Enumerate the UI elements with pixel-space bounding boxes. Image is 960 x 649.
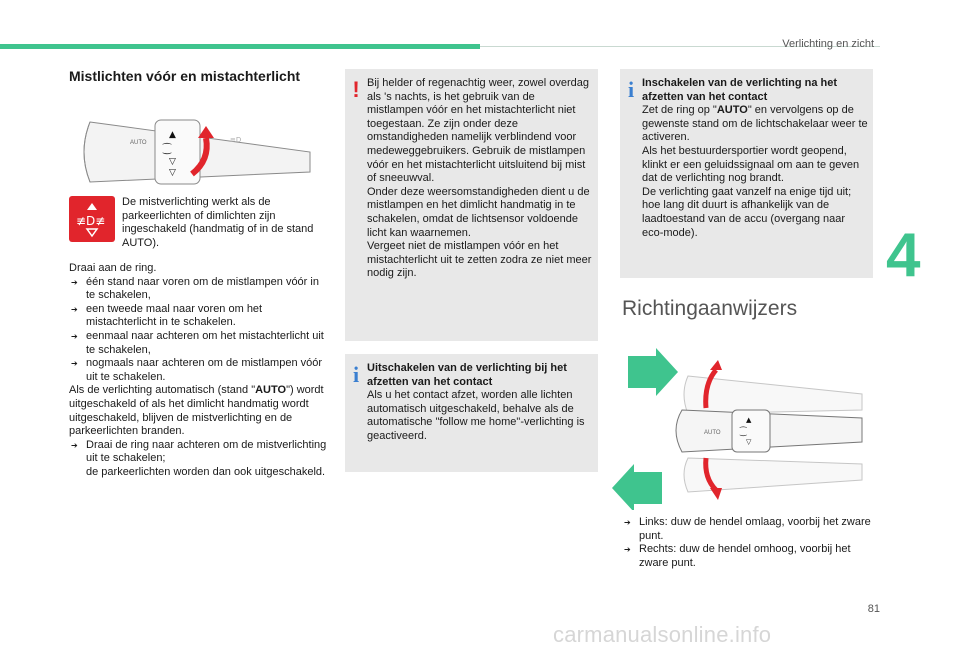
list-item: ➔ nogmaals naar achteren om de mistlampen vóór uit te schakelen. — [69, 357, 331, 384]
info-box-switch-off — [345, 354, 598, 472]
info-icon: i — [627, 77, 635, 102]
auto-paragraph-pre: Als de verlichting automatisch (stand " — [69, 384, 256, 397]
svg-text:▽: ▽ — [746, 438, 752, 446]
low-beam-icon: ≡D — [230, 136, 242, 144]
warning-exclamation-icon: ! — [352, 77, 360, 102]
last-bullet-a: Draai de ring naar achteren om de mistverlichting uit te schakelen; — [86, 438, 327, 465]
turn-signal-instructions — [622, 516, 872, 570]
info-box-switch-on — [620, 69, 873, 278]
fog-light-icon: ⁐ — [163, 144, 172, 155]
fog-light-warning-icon — [69, 196, 115, 242]
p1-pre: Zet de ring op " — [642, 104, 717, 117]
list-item: ➔ Rechts: duw de hendel omhoog, voorbij het zware punt. — [622, 543, 872, 570]
turn-signals-title: Richtingaanwijzers — [622, 297, 798, 320]
info-box-body: Als u het contact afzet, worden alle lichten automatisch uitgeschakeld, behalve als de automatische "follow me home"-verlichting is geactiveerd. — [367, 389, 585, 442]
arrow-left-icon — [612, 464, 662, 510]
list-item: ➔ een tweede maal naar voren om het mistachterlicht in te schakelen. — [69, 303, 331, 330]
fog-icon-text: De mistverlichting werkt als de parkeerlichten of dimlichten zijn ingeschakeld (handmatig of in de stand AUTO). — [122, 196, 314, 249]
triangle-down-icon: ▽ — [169, 157, 176, 167]
warning-paragraph: Bij helder of regenachtig weer, zowel overdag als 's nachts, is het gebruik van de mistlampen vóór en het mistachterlicht niet toegestaan. Ze zijn onder deze omstandigheden namelijk verblindend voor medeweggebruikers. Gebruik de mistlampen vóór en het mistachterlicht uitsluitend bij mist of sneeuwval. — [367, 77, 589, 185]
chapter-title: Verlichting en zicht — [782, 38, 874, 50]
warning-box — [345, 69, 598, 341]
list-item — [69, 439, 331, 480]
svg-text:⁐: ⁐ — [740, 427, 747, 436]
fog-instructions — [69, 262, 331, 480]
auto-paragraph — [69, 384, 331, 438]
auto-keyword: AUTO — [255, 384, 287, 397]
arrow-right-icon — [628, 348, 678, 396]
svg-text:▲: ▲ — [746, 416, 752, 424]
info-box-paragraph — [642, 104, 868, 145]
page-number: 81 — [867, 603, 880, 615]
stalk-auto-label: AUTO — [704, 430, 721, 436]
info-box-paragraph: De verlichting gaat vanzelf na enige tijd uit; hoe lang dit duurt is afhankelijk van de laadtoestand van de accu (overgang naar eco-mode). — [642, 185, 852, 239]
list-item: ➔ één stand naar voren om de mistlampen vóór in te schakelen, — [69, 276, 331, 303]
info-box-switch-on-text — [642, 77, 868, 240]
list-item: ➔ eenmaal naar achteren om het mistachterlicht uit te schakelen, — [69, 330, 331, 357]
last-bullet-b: de parkeerlichten worden dan ook uitgeschakeld. — [86, 465, 326, 478]
info-icon: i — [352, 362, 360, 387]
list-item: ➔ Links: duw de hendel omlaag, voorbij het zware punt. — [622, 516, 872, 543]
info-box-paragraph: Als het bestuurdersportier wordt geopend, klinkt er een geluidssignaal om aan te geven dat de verlichting nog brandt. — [642, 144, 860, 185]
warning-paragraph: Vergeet niet de mistlampen vóór en het mistachterlicht uit te zetten zodra ze niet meer nodig zijn. — [367, 240, 592, 280]
fog-intro: Draai aan de ring. — [69, 262, 157, 274]
info-box-title: Inschakelen van de verlichting na het afzetten van het contact — [642, 77, 838, 103]
triangle-up-icon: ▲ — [169, 130, 176, 140]
header-accent-bar — [0, 44, 480, 49]
auto-keyword: AUTO — [716, 104, 748, 117]
watermark: carmanualsonline.info — [553, 622, 772, 647]
triangle-down-icon: ▽ — [169, 168, 176, 178]
auto-paragraph-post: ") wordt uitgeschakeld of als het dimlicht handmatig wordt uitgeschakeld, blijven de mistverlichting en de parkeerlichten branden. — [69, 384, 324, 438]
warning-text — [367, 77, 593, 281]
fog-section-title: Mistlichten vóór en mistachterlicht — [69, 68, 301, 84]
warning-paragraph: Onder deze weersomstandigheden dient u de mistlampen en het dimlicht handmatig in te schakelen, omdat de lichtsensor voldoende licht kan waarnemen. — [367, 185, 590, 239]
chapter-number: 4 — [886, 221, 921, 290]
info-box-title: Uitschakelen van de verlichting bij het afzetten van het contact — [367, 362, 567, 388]
svg-text:≢D≢: ≢D≢ — [76, 214, 106, 228]
fog-stalk-illustration — [70, 112, 325, 192]
p1-post: " en vervolgens op de gewenste stand om de lichtschakelaar weer te activeren. — [642, 104, 868, 144]
turn-signal-illustration — [612, 348, 874, 510]
info-box-switch-off-text — [367, 362, 593, 444]
stalk-auto-label: AUTO — [130, 140, 147, 146]
